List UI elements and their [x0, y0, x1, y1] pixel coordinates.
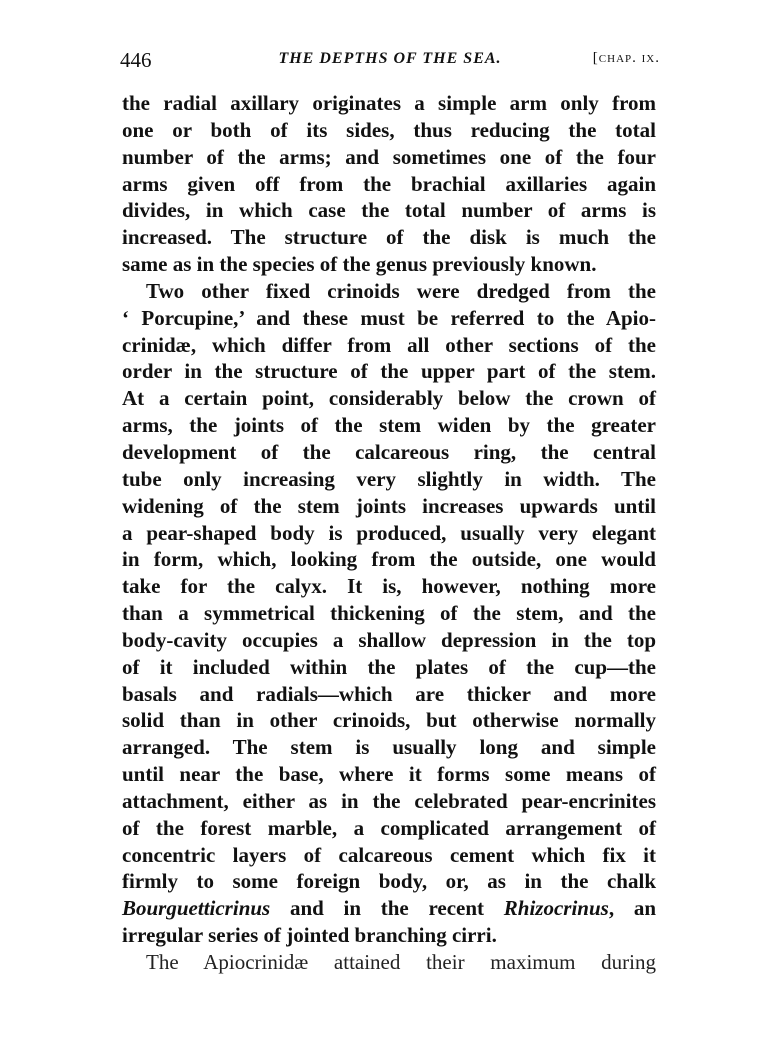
text-line: firmly to some foreign body, or, as in the chalk [122, 869, 656, 894]
text-line: At a certain point, considerably below the crown of [122, 386, 656, 411]
paragraph-last-line: irregular series of jointed branching cirri. [122, 923, 497, 948]
text-line: ‘ Porcupine,’ and these must be referred to the Apio- [122, 305, 656, 330]
chapter-reference: [chap. ix. [592, 50, 660, 66]
text-line: of it included within the plates of the cup—the [122, 654, 656, 679]
text-line: development of the calcareous ring, the central [122, 439, 656, 464]
text-line: order in the structure of the upper part of the stem. [122, 359, 656, 384]
text-line: crinidæ, which differ from all other sections of the [122, 332, 656, 357]
text-line: widening of the stem joints increases upwards until [122, 493, 656, 518]
text-line: arranged. The stem is usually long and simple [122, 735, 656, 760]
paragraph-first-line: Two other fixed crinoids were dredged from the [146, 278, 656, 303]
text-line: concentric layers of calcareous cement which fix it [122, 842, 656, 867]
text-line: than a symmetrical thickening of the stem, and the [122, 601, 656, 626]
text-line: solid than in other crinoids, but otherwise normally [122, 708, 656, 733]
text-line-genus-names [122, 895, 656, 922]
text-line: increased. The structure of the disk is much the [122, 225, 656, 250]
text-line: of the forest marble, a complicated arrangement of [122, 815, 656, 840]
running-head [120, 48, 660, 78]
body-text [122, 90, 656, 976]
text-line: number of the arms; and sometimes one of the four [122, 144, 656, 169]
text-line: body-cavity occupies a shallow depression in the top [122, 627, 656, 652]
page-number: 446 [120, 48, 152, 72]
text-line: tube only increasing very slightly in width. The [122, 466, 656, 491]
text-line: in form, which, looking from the outside, one would [122, 547, 656, 572]
text-line: until near the base, where it forms some means of [122, 762, 656, 787]
text-fragment: and in the recent [270, 896, 504, 921]
text-line: the radial axillary originates a simple arm only from [122, 91, 656, 115]
text-line: attachment, either as in the celebrated pear-encrinites [122, 788, 656, 813]
text-line: arms given off from the brachial axillaries again [122, 171, 656, 196]
text-line: a pear-shaped body is produced, usually very elegant [122, 520, 656, 545]
text-line: arms, the joints of the stem widen by the greater [122, 413, 656, 438]
genus-name-italic: Bourguetticrinus [122, 896, 271, 921]
text-line: basals and radials—which are thicker and more [122, 681, 656, 706]
text-line: divides, in which case the total number of arms is [122, 198, 656, 223]
running-title: THE DEPTHS OF THE SEA. [278, 50, 502, 67]
text-fragment: , an [608, 896, 656, 921]
genus-name-italic: Rhizocrinus [503, 896, 609, 921]
text-line: same as in the species of the genus previously known. [122, 252, 597, 277]
text-line: take for the calyx. It is, however, nothing more [122, 574, 656, 599]
text-line: one or both of its sides, thus reducing the total [122, 117, 656, 142]
paragraph-first-line: The Apiocrinidæ attained their maximum during [146, 950, 656, 974]
